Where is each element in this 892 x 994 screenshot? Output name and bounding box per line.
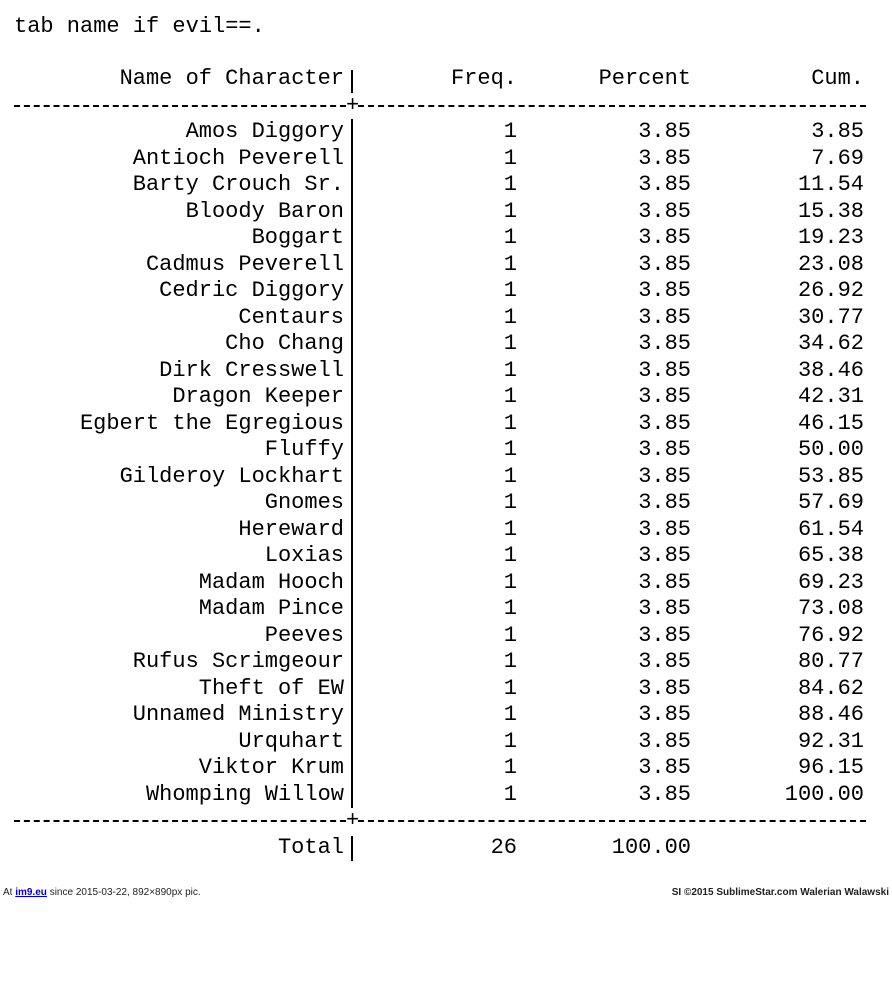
cum-value: 100.00 (784, 781, 864, 807)
table-row (14, 384, 866, 411)
header-name-of-character: Name of Character (119, 66, 344, 91)
freq-value: 1 (503, 569, 517, 595)
table-row (14, 490, 866, 517)
divider-plus: + (346, 92, 360, 118)
character-name: Cadmus Peverell (145, 251, 344, 277)
percent-value: 3.85 (638, 622, 691, 648)
column-separator (346, 755, 358, 782)
total-percent: 100.00 (611, 834, 691, 860)
column-separator (346, 278, 358, 305)
column-separator (346, 464, 358, 491)
freq-value: 1 (503, 331, 517, 356)
freq-value: 1 (503, 437, 517, 462)
character-name: Bloody Baron (185, 198, 344, 224)
character-name: Gilderoy Lockhart (119, 463, 344, 489)
character-name: Whomping Willow (145, 781, 344, 807)
footer-prefix: At (3, 887, 16, 898)
table-row (14, 146, 866, 173)
table-row (14, 596, 866, 623)
cum-value: 26.92 (797, 278, 864, 303)
column-separator (346, 543, 358, 570)
character-name: Madam Pince (198, 596, 344, 621)
column-separator (346, 66, 358, 93)
percent-value: 3.85 (638, 357, 691, 383)
cum-value: 38.46 (797, 357, 864, 383)
table-row (14, 729, 866, 756)
divider-dashes-right (358, 820, 866, 822)
header-percent: Percent (598, 66, 691, 91)
freq-value: 1 (503, 304, 517, 330)
table-row (14, 782, 866, 809)
character-name: Dragon Keeper (172, 384, 344, 409)
column-separator (346, 411, 358, 438)
cum-value: 15.38 (797, 198, 864, 224)
percent-value: 3.85 (638, 172, 691, 197)
character-name: Gnomes (264, 490, 344, 515)
character-name: Centaurs (238, 304, 344, 330)
column-separator (346, 490, 358, 517)
percent-value: 3.85 (638, 516, 691, 542)
cum-value: 34.62 (797, 331, 864, 356)
percent-value: 3.85 (638, 781, 691, 807)
table-row (14, 411, 866, 438)
column-separator (346, 119, 358, 146)
percent-value: 3.85 (638, 596, 691, 621)
percent-value: 3.85 (638, 702, 691, 727)
header-freq: Freq. (450, 66, 517, 91)
freq-value: 1 (503, 781, 517, 807)
header-divider (14, 93, 866, 120)
table-header-row (14, 66, 866, 93)
freq-value: 1 (503, 119, 517, 144)
column-separator (346, 331, 358, 358)
cum-value: 80.77 (797, 649, 864, 674)
freq-value: 1 (503, 278, 517, 303)
cum-value: 19.23 (797, 225, 864, 250)
cum-value: 11.54 (797, 172, 864, 197)
percent-value: 3.85 (638, 331, 691, 356)
character-name: Unnamed Ministry (132, 702, 344, 727)
percent-value: 3.85 (638, 251, 691, 277)
cum-value: 42.31 (797, 384, 864, 409)
table-row (14, 278, 866, 305)
cum-value: 3.85 (811, 119, 864, 144)
cum-value: 30.77 (797, 304, 864, 330)
freq-value: 1 (503, 357, 517, 383)
table-row (14, 225, 866, 252)
freq-value: 1 (503, 675, 517, 701)
percent-value: 3.85 (638, 649, 691, 674)
table-row (14, 331, 866, 358)
table-row (14, 755, 866, 782)
column-separator (346, 623, 358, 650)
divider-dashes-right (358, 105, 866, 107)
table-row (14, 676, 866, 703)
image-host-footer (0, 886, 892, 902)
percent-value: 3.85 (638, 543, 691, 568)
cum-value: 23.08 (797, 251, 864, 277)
character-name: Hereward (238, 516, 344, 542)
column-separator (346, 729, 358, 756)
column-separator (346, 676, 358, 703)
freq-value: 1 (503, 251, 517, 277)
freq-value: 1 (503, 543, 517, 568)
character-name: Boggart (251, 225, 344, 250)
footer-credit-right: SI ©2015 SublimeStar.com Walerian Walawski (671, 887, 889, 898)
freq-value: 1 (503, 490, 517, 515)
character-name: Barty Crouch Sr. (132, 172, 344, 197)
table-row (14, 570, 866, 597)
character-name: Peeves (264, 622, 344, 648)
column-separator (346, 199, 358, 226)
freq-value: 1 (503, 728, 517, 754)
cum-value: 65.38 (797, 543, 864, 568)
freq-value: 1 (503, 596, 517, 621)
cum-value: 57.69 (797, 490, 864, 515)
character-name: Antioch Peverell (132, 145, 344, 171)
freq-value: 1 (503, 622, 517, 648)
column-separator (346, 517, 358, 544)
percent-value: 3.85 (638, 304, 691, 330)
table-row (14, 358, 866, 385)
table-row (14, 702, 866, 729)
cum-value: 76.92 (797, 622, 864, 648)
percent-value: 3.85 (638, 437, 691, 462)
percent-value: 3.85 (638, 410, 691, 436)
header-cum: Cum. (811, 66, 864, 91)
freq-value: 1 (503, 463, 517, 489)
percent-value: 3.85 (638, 569, 691, 595)
cum-value: 96.15 (797, 755, 864, 780)
table-row (14, 252, 866, 279)
total-divider (14, 808, 866, 835)
cum-value: 50.00 (797, 437, 864, 462)
character-name: Fluffy (264, 437, 344, 462)
total-freq: 26 (490, 834, 517, 860)
freq-value: 1 (503, 225, 517, 250)
percent-value: 3.85 (638, 463, 691, 489)
column-separator (346, 437, 358, 464)
column-separator (346, 358, 358, 385)
freq-value: 1 (503, 755, 517, 780)
cum-value: 88.46 (797, 702, 864, 727)
table-row (14, 543, 866, 570)
freq-value: 1 (503, 145, 517, 171)
total-label: Total (277, 834, 344, 860)
character-name: Loxias (264, 543, 344, 568)
table-row (14, 517, 866, 544)
column-separator (346, 146, 358, 173)
character-name: Amos Diggory (185, 119, 344, 144)
command-line: tab name if evil==. (14, 14, 265, 39)
character-name: Cho Chang (225, 331, 344, 356)
cum-value: 53.85 (797, 463, 864, 489)
percent-value: 3.85 (638, 755, 691, 780)
total-row (14, 835, 866, 862)
footer-suffix: since 2015-03-22, 892×890px pic. (46, 887, 201, 898)
freq-value: 1 (503, 384, 517, 409)
freq-value: 1 (503, 649, 517, 674)
column-separator (346, 225, 358, 252)
cum-value: 73.08 (797, 596, 864, 621)
cum-value: 69.23 (797, 569, 864, 595)
character-name: Theft of EW (198, 675, 344, 701)
percent-value: 3.85 (638, 225, 691, 250)
column-separator (346, 570, 358, 597)
percent-value: 3.85 (638, 198, 691, 224)
divider-dashes-left (14, 105, 346, 107)
table-row (14, 119, 866, 146)
column-separator (346, 305, 358, 332)
freq-value: 1 (503, 410, 517, 436)
column-separator (346, 835, 358, 862)
frequency-table (14, 66, 866, 861)
freq-value: 1 (503, 198, 517, 224)
character-name: Urquhart (238, 728, 344, 754)
table-row (14, 464, 866, 491)
freq-value: 1 (503, 702, 517, 727)
footer-credit-left (3, 887, 201, 898)
divider-plus: + (346, 808, 360, 833)
column-separator (346, 782, 358, 809)
cum-value: 84.62 (797, 675, 864, 701)
table-body (14, 119, 866, 808)
table-row (14, 623, 866, 650)
table-row (14, 305, 866, 332)
footer-host-link[interactable]: im9.eu (15, 887, 47, 898)
freq-value: 1 (503, 172, 517, 197)
table-row (14, 649, 866, 676)
percent-value: 3.85 (638, 728, 691, 754)
table-row (14, 199, 866, 226)
column-separator (346, 252, 358, 279)
percent-value: 3.85 (638, 145, 691, 171)
cum-value: 7.69 (811, 145, 864, 171)
divider-dashes-left (14, 820, 346, 822)
column-separator (346, 649, 358, 676)
character-name: Cedric Diggory (159, 278, 344, 303)
percent-value: 3.85 (638, 490, 691, 515)
character-name: Rufus Scrimgeour (132, 649, 344, 674)
column-separator (346, 702, 358, 729)
freq-value: 1 (503, 516, 517, 542)
column-separator (346, 384, 358, 411)
cum-value: 46.15 (797, 410, 864, 436)
cum-value: 61.54 (797, 516, 864, 542)
character-name: Madam Hooch (198, 569, 344, 595)
percent-value: 3.85 (638, 675, 691, 701)
character-name: Viktor Krum (198, 755, 344, 780)
table-row (14, 437, 866, 464)
column-separator (346, 596, 358, 623)
character-name: Dirk Cresswell (159, 357, 344, 383)
percent-value: 3.85 (638, 384, 691, 409)
character-name: Egbert the Egregious (79, 410, 344, 436)
table-row (14, 172, 866, 199)
percent-value: 3.85 (638, 119, 691, 144)
percent-value: 3.85 (638, 278, 691, 303)
column-separator (346, 172, 358, 199)
cum-value: 92.31 (797, 728, 864, 754)
